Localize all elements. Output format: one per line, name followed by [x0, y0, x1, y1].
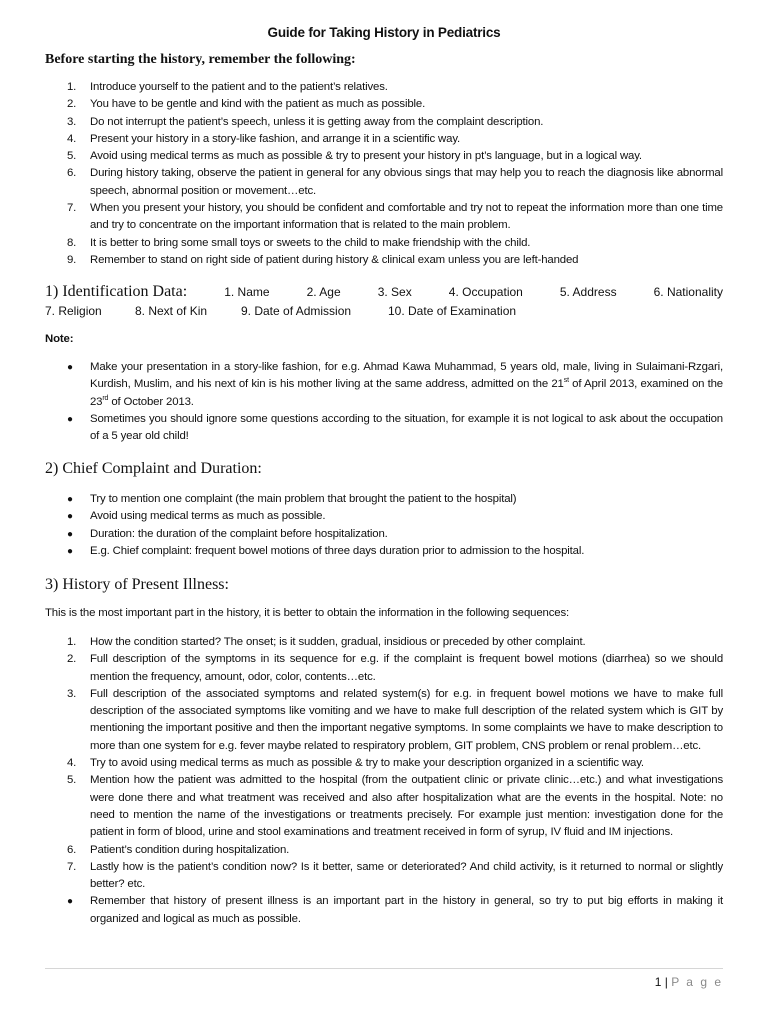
- list-item: ● Sometimes you should ignore some questions according to the situation, for example it is not logical to ask about the occupation of a 5 year old child!: [67, 412, 723, 443]
- note-label: Note:: [45, 333, 74, 345]
- page-number: 1: [654, 975, 662, 989]
- list-item: 3. Full description of the associated symptoms and related system(s) for e.g. in frequent bowel motions we have to make full description of the associated symptoms like vomiting and we have to make full description of the related system which is GIT by mentioning the important positive and then the important negative symptoms. In some complaints we have to make description to more than one system for e.g. fever maybe related to respiratory problem, GIT problem, CNS problem or renal problem…etc.: [67, 687, 723, 752]
- bullet-icon: ●: [67, 511, 73, 523]
- list-item: 3. Do not interrupt the patient’s speech, unless it is getting away from the complaint description.: [67, 115, 544, 128]
- list-item: 1. Introduce yourself to the patient and to the patient’s relatives.: [67, 81, 388, 93]
- list-item: ● Avoid using medical terms as much as possible.: [45, 508, 723, 525]
- present-illness-heading: 3) History of Present Illness:: [45, 576, 229, 593]
- document-title: Guide for Taking History in Pediatrics: [267, 25, 501, 40]
- present-illness-intro: This is the most important part in the history, it is better to obtain the information in the following sequences:: [45, 607, 570, 619]
- bullet-icon: ●: [67, 545, 73, 557]
- list-item: 6. During history taking, observe the patient in general for any obvious sings that may help you to reach the diagnosis like abnormal speech, abnormal position or movement…etc.: [67, 167, 723, 197]
- page-footer: [655, 975, 723, 989]
- list-item: 9. Remember to stand on right side of patient during history & clinical exam unless you are left-handed: [67, 253, 579, 266]
- present-illness-list: [45, 634, 723, 928]
- list-item: 4. Try to avoid using medical terms as much as possible & try to make your description organized in a scientific way.: [67, 757, 644, 770]
- list-item: 1. How the condition started? The onset; is it sudden, gradual, insidious or preceded by other complaint.: [67, 636, 586, 648]
- list-item: 4. Present your history in a story-like fashion, and arrange it in a scientific way.: [67, 132, 461, 145]
- list-item: ● Make your presentation in a story-like fashion, for e.g. Ahmad Kawa Muhammad, 5 years old, male, living in Sulaimani-Rzgari, Kurdish, Muslim, and his next of kin is his mother living at the same address, admitted on the 21st of April 2013, examined on the 23rd of October 2013.: [67, 361, 723, 408]
- list-item: 5. Mention how the patient was admitted to the hospital (from the outpatient clinic or private clinic…etc.) and what investigations were done there and what treatment was received and also after hospitalization what are the events in the hospital. Note: no need to mention the name of the investigations or treatments precisely. For example just mention: investigation done for the patient in form of blood, urine and stool examinations and treatment received in form of syrup, IV fluid and IM injections.: [67, 774, 723, 839]
- id-field: 5. Address: [559, 285, 617, 299]
- bullet-icon: ●: [67, 494, 73, 505]
- note-list: [45, 359, 723, 445]
- id-field: 9. Date of Admission: [241, 304, 352, 318]
- id-field: 6. Nationality: [653, 285, 723, 299]
- identification-row-2: [45, 304, 723, 318]
- id-field: 8. Next of Kin: [135, 304, 208, 318]
- bullet-icon: ●: [67, 362, 73, 373]
- list-item: 8. It is better to bring some small toys or sweets to the child to make friendship with the child.: [67, 236, 531, 249]
- id-field: 10. Date of Examination: [388, 304, 517, 318]
- list-item: 2. You have to be gentle and kind with the patient as much as possible.: [67, 98, 426, 111]
- list-item: 6. Patient’s condition during hospitalization.: [67, 843, 290, 856]
- id-field: 1. Name: [224, 285, 270, 299]
- list-item: ● Duration: the duration of the complaint before hospitalization.: [45, 526, 723, 543]
- intro-list: [45, 79, 723, 269]
- bullet-icon: ●: [67, 896, 73, 908]
- list-item: 7. Lastly how is the patient’s condition now? Is it better, same or deteriorated? And child activity, is it returned to normal or slightly better? etc.: [67, 860, 723, 891]
- list-item: ● E.g. Chief complaint: frequent bowel motions of three days duration prior to admission to the hospital.: [45, 543, 723, 560]
- chief-complaint-heading: 2) Chief Complaint and Duration:: [45, 460, 262, 477]
- list-item: 2. Full description of the symptoms in its sequence for e.g. if the complaint is frequent bowel motions (diarrhea) so we should mention the frequency, amount, odor, color, contents…etc.: [67, 653, 723, 683]
- list-item: ● Remember that history of present illness is an important part in the history in general, so try to put big efforts in making it organized and logical as much as possible.: [67, 895, 723, 925]
- footer-divider: [45, 968, 723, 969]
- bullet-icon: ●: [67, 528, 73, 540]
- id-field: 3. Sex: [377, 285, 412, 299]
- list-item: 7. When you present your history, you should be confident and comfortable and try not to repeat the information more than one time and try to concentrate on the important information that is related to the main problem.: [67, 202, 723, 232]
- page-word: P a g e: [671, 975, 723, 989]
- footer-separator: |: [664, 975, 668, 989]
- chief-complaint-list: [45, 491, 723, 560]
- bullet-icon: ●: [67, 413, 73, 425]
- identification-row-1: [45, 283, 723, 301]
- id-field: 7. Religion: [45, 304, 102, 318]
- id-field: 4. Occupation: [448, 285, 523, 299]
- intro-heading: Before starting the history, remember the following:: [45, 52, 356, 67]
- list-item: ● Try to mention one complaint (the main problem that brought the patient to the hospital): [45, 491, 723, 508]
- list-item: 5. Avoid using medical terms as much as possible & try to present your history in pt’s language, but in a logical way.: [67, 150, 642, 163]
- identification-heading: 1) Identification Data:: [45, 283, 188, 300]
- id-field: 2. Age: [306, 285, 341, 299]
